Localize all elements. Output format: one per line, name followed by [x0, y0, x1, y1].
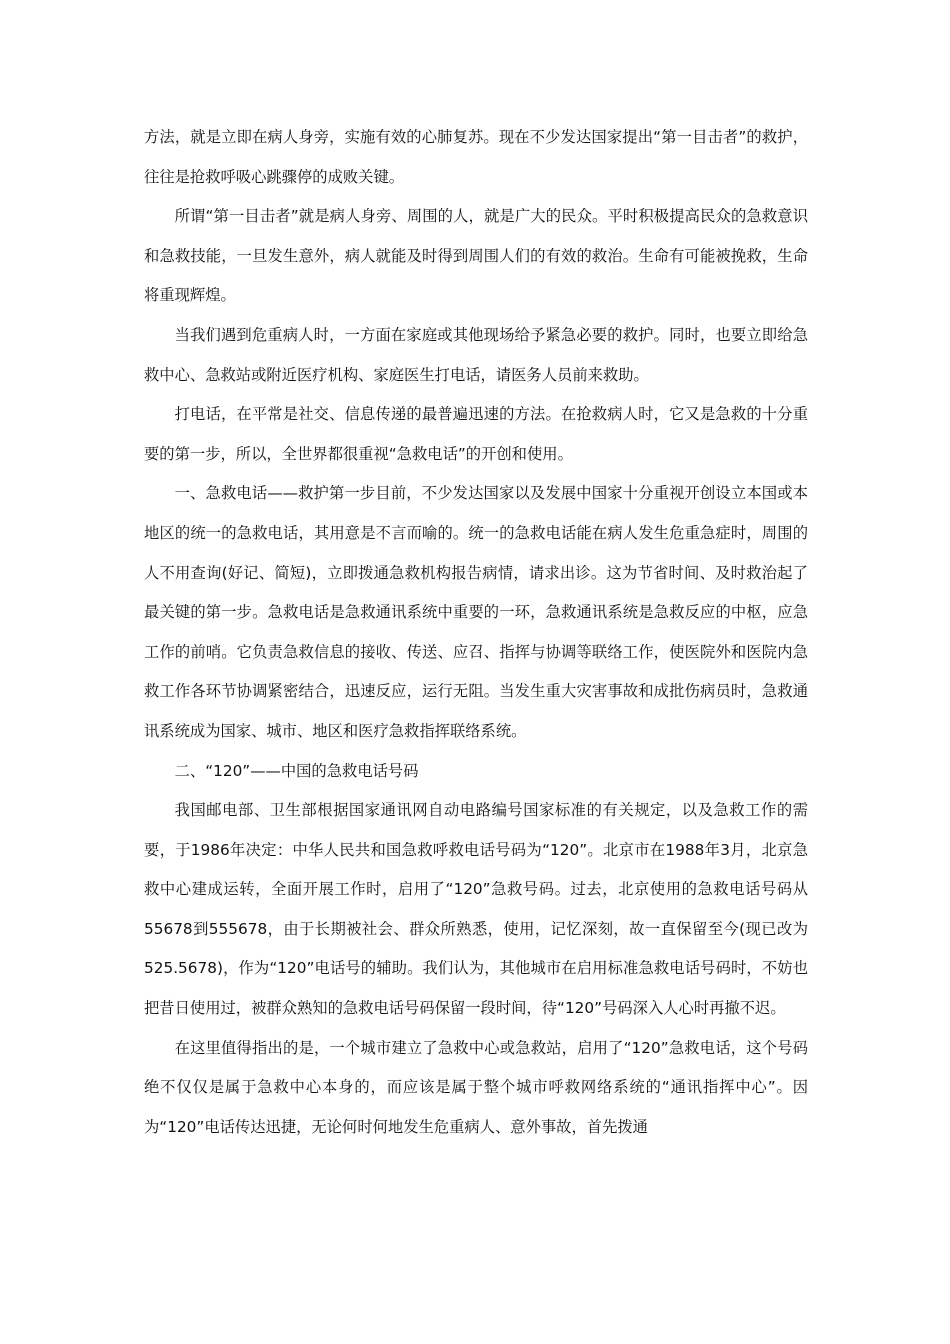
paragraph-first-witness: 所谓“第一目击者”就是病人身旁、周围的人，就是广大的民众。平时积极提高民众的急救意识和急救技能，一旦发生意外，病人就能及时得到周围人们的有效的救治。生命有可能被挽救，生命将重现辉煌。 [144, 207, 808, 305]
section-heading-120: 二、“120”——中国的急救电话号码 [174, 761, 419, 780]
paragraph-120-history: 我国邮电部、卫生部根据国家通讯网自动电路编号国家标准的有关规定，以及急救工作的需要，于1986年决定：中华人民共和国急救呼救电话号码为“120”。北京市在1988年3月，北京急救中心建成运转，全面开展工作时，启用了“120”急救号码。过去，北京使用的急救电话号码从55678到555678，由于长期被社会、群众所熟悉，使用，记忆深刻，故一直保留至今(现已改为525.5678)，作为“120”电话号的辅助。我们认为，其他城市在启用标准急救电话号码时，不妨也把昔日使用过，被群众熟知的急救电话号码保留一段时间，待“120”号码深入人心时再撤不迟。 [144, 801, 808, 1018]
paragraph-phone-call: 打电话，在平常是社交、信息传递的最普遍迅速的方法。在抢救病人时，它又是急救的十分重要的第一步，所以，全世界都很重视“急救电话”的开创和使用。 [144, 405, 808, 463]
paragraph-cpr-continuation: 方法，就是立即在病人身旁，实施有效的心肺复苏。现在不少发达国家提出“第一目击者”的救护，往往是抢救呼吸心跳骤停的成败关键。 [144, 128, 808, 186]
paragraph-critical-patient: 当我们遇到危重病人时，一方面在家庭或其他现场给予紧急必要的救护。同时，也要立即给急救中心、急救站或附近医疗机构、家庭医生打电话，请医务人员前来救助。 [144, 325, 808, 384]
paragraph-120-command-center: 在这里值得指出的是，一个城市建立了急救中心或急救站，启用了“120”急救电话，这个号码绝不仅仅是属于急救中心本身的，而应该是属于整个城市呼救网络系统的“通讯指挥中心”。因为“120”电话传达迅捷，无论何时何地发生危重病人、意外事故，首先拨通 [144, 1038, 808, 1136]
document-body [144, 118, 808, 1147]
paragraph-section-one: 一、急救电话——救护第一步目前，不少发达国家以及发展中国家十分重视开创设立本国或本地区的统一的急救电话，其用意是不言而喻的。统一的急救电话能在病人发生危重急症时，周围的人不用查询(好记、简短)，立即拨通急救机构报告病情，请求出诊。这为节省时间、及时救治起了最关键的第一步。急救电话是急救通讯系统中重要的一环，急救通讯系统是急救反应的中枢，应急工作的前哨。它负责急救信息的接收、传送、应召、指挥与协调等联络工作，使医院外和医院内急救工作各环节协调紧密结合，迅速反应，运行无阻。当发生重大灾害事故和成批伤病员时，急救通讯系统成为国家、城市、地区和医疗急救指挥联络系统。 [144, 484, 808, 740]
